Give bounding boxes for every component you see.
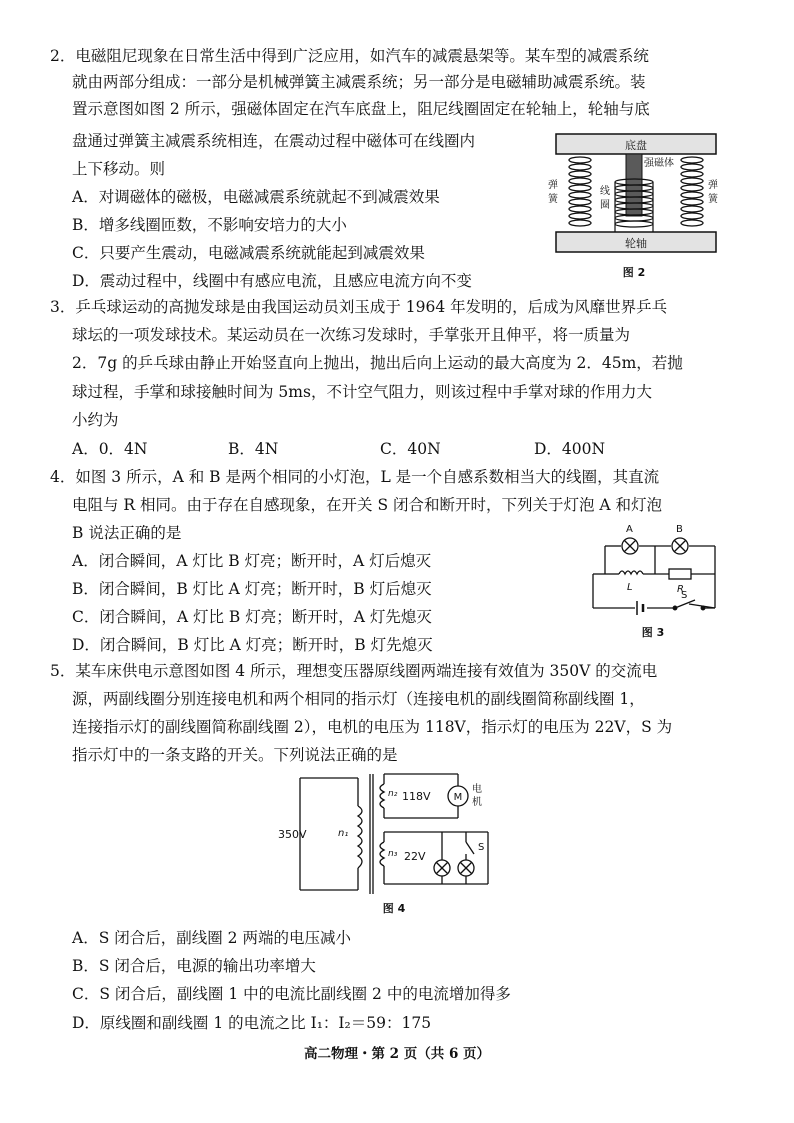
- motor-label-2: 机: [472, 797, 482, 808]
- right-spring: [681, 157, 703, 226]
- right-spring-label-1: 弹: [708, 180, 718, 191]
- switch-label: S: [478, 842, 485, 853]
- q3-line-3: 2．7g 的乒乓球由静止开始竖直向上抛出，抛出后向上运动的最大高度为 2．45m，若抛: [72, 354, 683, 372]
- figure-4-caption: 图 4: [382, 902, 406, 915]
- q5-option-a: A．S 闭合后，副线圈 2 两端的电压减小: [72, 929, 351, 947]
- switch-s: [673, 600, 705, 610]
- resistor-label: R: [677, 584, 684, 595]
- axle-label: 轮轴: [625, 237, 647, 250]
- q3-option-c: C．40N: [380, 440, 441, 458]
- source-voltage-label: 350V: [278, 828, 307, 841]
- q3-line-4: 球过程，手掌和球接触时间为 5ms，不计空气阻力，则该过程中手掌对球的作用力大: [72, 383, 652, 401]
- q2-line-4: 盘通过弹簧主减震系统相连，在震动过程中磁体可在线圈内: [72, 132, 476, 150]
- q3-line-1: 3．乒乓球运动的高抛发球是由我国运动员刘玉成于 1964 年发明的，后成为风靡世界乒乓: [50, 298, 668, 316]
- n3-label: n₃: [388, 849, 398, 859]
- primary-coil: [358, 806, 362, 868]
- motor-symbol: M: [453, 792, 463, 803]
- q3-option-a: A．0．4N: [72, 440, 148, 458]
- lamp-a: [622, 538, 638, 554]
- right-spring-label-2: 簧: [708, 194, 718, 205]
- battery: [637, 601, 643, 615]
- q3-option-b: B．4N: [228, 440, 279, 458]
- figure-2-caption: 图 2: [622, 266, 646, 279]
- left-spring-label-1: 弹: [548, 180, 558, 191]
- indicator-lamp-1: [434, 860, 450, 876]
- lamp-b: [672, 538, 688, 554]
- q4-option-b: B．闭合瞬间，B 灯比 A 灯亮；断开时，B 灯后熄灭: [72, 580, 432, 598]
- indicator-lamp-2: [458, 860, 474, 876]
- switch-s-blade: [466, 842, 474, 854]
- q5-option-d: D．原线圈和副线圈 1 的电流之比 I₁：I₂＝59：175: [72, 1014, 432, 1032]
- page-footer: 高二物理・第 2 页（共 6 页）: [303, 1046, 491, 1062]
- secondary-coil-1: [380, 784, 384, 808]
- figure-3-caption: 图 3: [641, 626, 665, 639]
- magnet-label: 强磁体: [644, 158, 674, 169]
- q2-option-b: B．增多线圈匝数，不影响安培力的大小: [72, 216, 347, 234]
- n1-label: n₁: [338, 828, 349, 839]
- inductor-l: [619, 571, 643, 574]
- lamp-a-label: A: [626, 524, 633, 535]
- q2-line-2: 就由两部分组成：一部分是机械弹簧主减震系统；另一部分是电磁辅助减震系统。装: [72, 73, 646, 91]
- coil-label-1: 线: [600, 186, 610, 197]
- q2-option-a: A．对调磁体的磁极，电磁减震系统就起不到减震效果: [72, 188, 440, 206]
- coil-label-2: 圈: [600, 200, 610, 211]
- q4-option-c: C．闭合瞬间，A 灯比 B 灯亮；断开时，A 灯先熄灭: [72, 608, 432, 626]
- q4-option-a: A．闭合瞬间，A 灯比 B 灯亮；断开时，A 灯后熄灭: [72, 552, 432, 570]
- q5-line-4: 指示灯中的一条支路的开关。下列说法正确的是: [72, 746, 398, 764]
- q5-option-c: C．S 闭合后，副线圈 1 中的电流比副线圈 2 中的电流增加得多: [72, 985, 511, 1003]
- q5-line-3: 连接指示灯的副线圈简称副线圈 2），电机的电压为 118V，指示灯的电压为 22V，S 为: [72, 718, 673, 736]
- q4-line-1: 4．如图 3 所示，A 和 B 是两个相同的小灯泡，L 是一个自感系数相当大的线圈，其直流: [50, 468, 660, 486]
- left-spring: [569, 157, 591, 226]
- q2-option-c: C．只要产生震动，电磁减震系统就能起到减震效果: [72, 244, 425, 262]
- left-spring-label-2: 簧: [548, 194, 558, 205]
- q3-line-5: 小约为: [72, 411, 119, 429]
- motor-voltage-label: 118V: [402, 790, 431, 803]
- switch-label: S: [681, 590, 688, 601]
- q5-line-1: 5．某车床供电示意图如图 4 所示，理想变压器原线圈两端连接有效值为 350V 的交流电: [50, 662, 658, 680]
- n2-label: n₂: [388, 789, 398, 799]
- q3-option-d: D．400N: [534, 440, 606, 458]
- lamp-voltage-label: 22V: [404, 850, 426, 863]
- q2-line-5: 上下移动。则: [72, 160, 166, 178]
- q5-option-b: B．S 闭合后，电源的输出功率增大: [72, 957, 316, 975]
- chassis-label: 底盘: [625, 139, 647, 152]
- secondary-coil-2: [380, 842, 384, 866]
- lamp-b-label: B: [676, 524, 683, 535]
- figure-3-circuit-diagram: [585, 518, 725, 644]
- motor-label-1: 电: [472, 784, 482, 795]
- q4-line-3: B 说法正确的是: [72, 524, 182, 542]
- q4-option-d: D．闭合瞬间，B 灯比 A 灯亮；断开时，B 灯先熄灭: [72, 636, 433, 654]
- q5-line-2: 源，两副线圈分别连接电机和两个相同的指示灯（连接电机的副线圈简称副线圈 1，: [72, 690, 645, 708]
- q2-option-d: D．震动过程中，线圈中有感应电流，且感应电流方向不变: [72, 272, 472, 290]
- q2-line-3: 置示意图如图 2 所示，强磁体固定在汽车底盘上，阻尼线圈固定在轮轴上，轮轴与底: [72, 100, 650, 118]
- resistor-r: [669, 569, 691, 579]
- figure-2-damper-diagram: [548, 132, 726, 284]
- figure-4-transformer-diagram: [278, 772, 508, 918]
- q2-line-1: 2．电磁阻尼现象在日常生活中得到广泛应用，如汽车的减震悬架等。某车型的减震系统: [50, 47, 649, 65]
- q3-line-2: 球坛的一项发球技术。某运动员在一次练习发球时，手掌张开且伸平，将一质量为: [72, 326, 631, 344]
- q4-line-2: 电阻与 R 相同。由于存在自感现象，在开关 S 闭合和断开时，下列关于灯泡 A 和灯泡: [72, 496, 663, 514]
- inductor-label: L: [627, 582, 633, 593]
